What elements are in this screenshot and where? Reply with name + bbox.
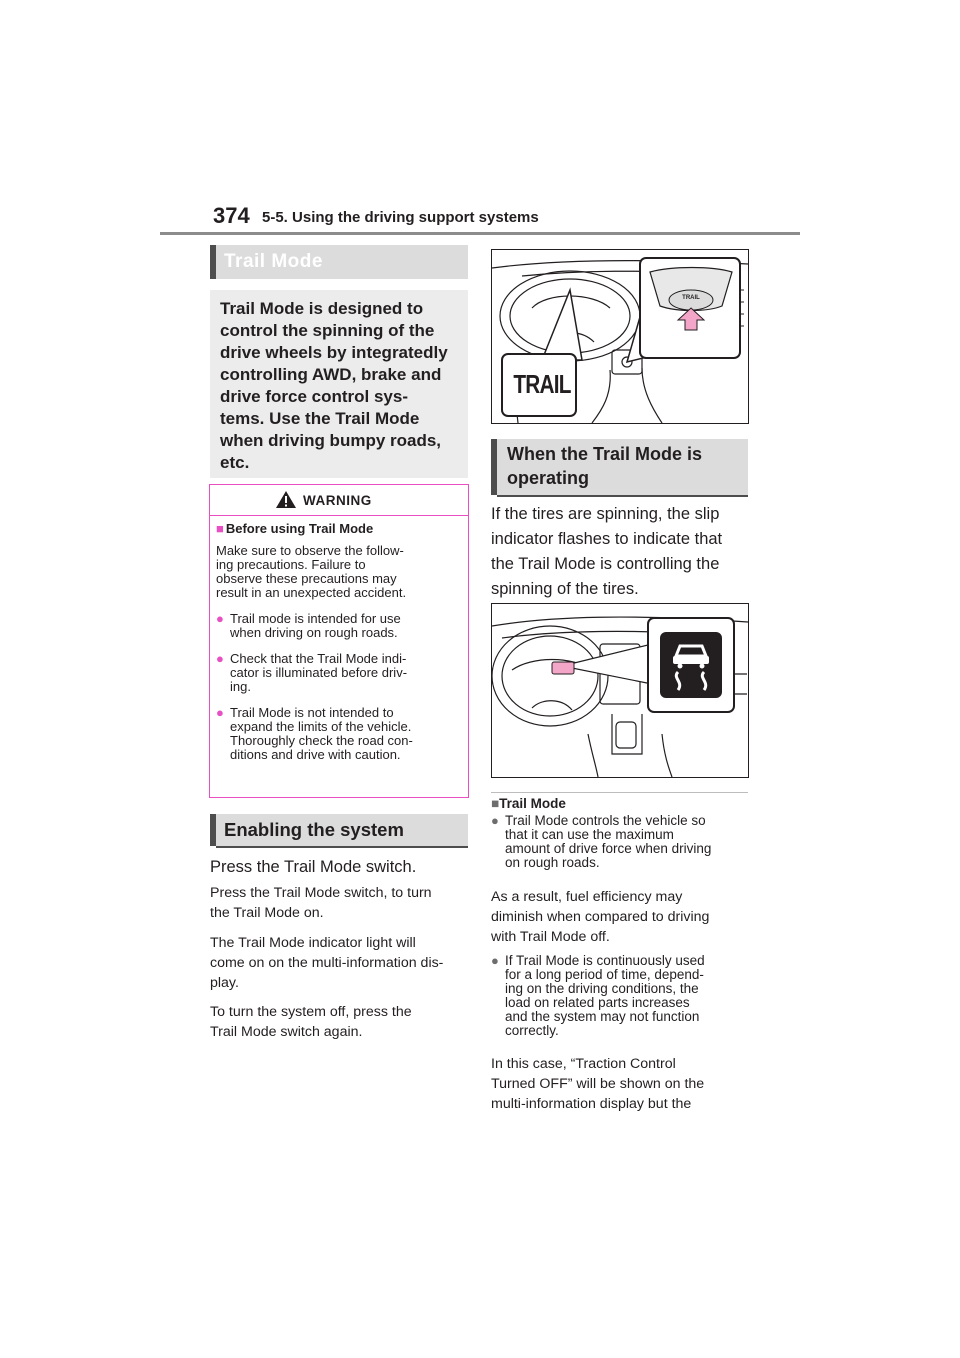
- enabling-paragraph-2: [210, 933, 443, 993]
- enabling-heading: [210, 814, 468, 846]
- text-line: Trail Mode is not intended to: [230, 705, 394, 720]
- text-line: for a long period of time, depend-: [505, 967, 704, 982]
- trail-big-label: TRAIL: [513, 369, 571, 399]
- text-line: come on on the multi-information dis-: [210, 955, 444, 971]
- warning-body: [210, 516, 468, 762]
- notes-bullet-2: [491, 954, 749, 1038]
- warning-triangle-icon: [275, 490, 297, 509]
- operating-paragraph: [491, 502, 722, 602]
- text-line: As a result, fuel efficiency may: [491, 889, 683, 905]
- section-title: 5-5. Using the driving support systems: [262, 209, 539, 226]
- text-line: Turned OFF” will be shown on the: [491, 1076, 705, 1092]
- intro-line: drive wheels by integratedly: [220, 343, 448, 362]
- enabling-paragraph-3: [210, 1002, 412, 1042]
- text-line: load on related parts increases: [505, 995, 690, 1010]
- text-line: If Trail Mode is continuously used: [505, 953, 705, 968]
- text-line: Press the Trail Mode switch, to turn: [210, 885, 432, 901]
- intro-line: control the spinning of the: [220, 321, 435, 340]
- intro-line: etc.: [220, 453, 250, 472]
- text-line: Check that the Trail Mode indi-: [230, 651, 407, 666]
- text-line: expand the limits of the vehicle.: [230, 719, 412, 734]
- warning-label: WARNING: [303, 493, 372, 508]
- slip-indicator-illustration: [491, 603, 749, 778]
- text-line: ing on the driving conditions, the: [505, 981, 699, 996]
- warning-bullet: [216, 612, 462, 640]
- text-line: the Trail Mode on.: [210, 905, 324, 921]
- bullet-dot-icon: ●: [491, 953, 499, 968]
- operating-heading: [491, 439, 748, 495]
- text-line: Thoroughly check the road con-: [230, 733, 413, 748]
- warning-box: [209, 484, 469, 798]
- trail-mode-heading-text: Trail Mode: [224, 251, 323, 272]
- notes-divider: [491, 792, 748, 793]
- page-number: 374: [213, 203, 250, 228]
- notes-paragraph-1: [491, 887, 709, 947]
- bullet-dot-icon: ●: [216, 705, 224, 720]
- text-line: multi-information display but the: [491, 1096, 692, 1112]
- text-line: Trail mode is intended for use: [230, 611, 401, 626]
- text-line: ditions and drive with caution.: [230, 747, 401, 762]
- trail-button-label: TRAIL: [682, 295, 700, 301]
- text-line: cator is illuminated before driv-: [230, 665, 408, 680]
- text-line: Trail Mode controls the vehicle so: [505, 813, 706, 828]
- header-rule: [160, 232, 800, 235]
- notes-bullet: [491, 814, 749, 870]
- text-line: play.: [210, 975, 239, 991]
- notes-paragraph-2: [491, 1054, 704, 1114]
- trail-switch-illustration: [491, 249, 749, 424]
- warning-paragraph: [216, 544, 462, 600]
- text-line: the Trail Mode is controlling the: [491, 555, 720, 573]
- text-line: when driving on rough roads.: [230, 625, 398, 640]
- notes-bullet-1: [491, 814, 749, 870]
- text-line: amount of drive force when driving: [505, 841, 712, 856]
- heading-underline: [216, 846, 468, 848]
- intro-line: Trail Mode is designed to: [220, 299, 424, 318]
- notes-subheading: [491, 796, 566, 811]
- text-line: Make sure to observe the follow-: [216, 543, 404, 558]
- enabling-paragraph-1: [210, 883, 432, 923]
- enabling-step: Press the Trail Mode switch.: [210, 858, 417, 876]
- warning-subheading: [216, 522, 462, 536]
- bullet-dot-icon: ●: [216, 651, 224, 666]
- operating-heading-line: operating: [507, 468, 590, 488]
- text-line: correctly.: [505, 1023, 559, 1038]
- text-line: If the tires are spinning, the slip: [491, 505, 720, 523]
- text-line: ing precautions. Failure to: [216, 557, 366, 572]
- text-line: To turn the system off, press the: [210, 1004, 412, 1020]
- text-line: indicator flashes to indicate that: [491, 530, 723, 548]
- trail-mode-heading: [210, 245, 468, 279]
- heading-underline: [497, 495, 748, 497]
- warning-bullet: [216, 706, 462, 762]
- square-bullet-icon: ■: [216, 521, 224, 536]
- text-line: on rough roads.: [505, 855, 600, 870]
- bullet-dot-icon: ●: [216, 611, 224, 626]
- text-line: diminish when compared to driving: [491, 909, 710, 925]
- text-line: Trail Mode switch again.: [210, 1024, 363, 1040]
- text-line: In this case, “Traction Control: [491, 1056, 676, 1072]
- text-line: The Trail Mode indicator light will: [210, 935, 416, 951]
- text-line: with Trail Mode off.: [491, 929, 610, 945]
- intro-line: controlling AWD, brake and: [220, 365, 442, 384]
- intro-line: tems. Use the Trail Mode: [220, 409, 420, 428]
- notes-bullet: [491, 954, 749, 1038]
- square-bullet-icon: ■: [491, 796, 500, 811]
- intro-line: when driving bumpy roads,: [220, 431, 442, 450]
- warning-bullet: [216, 652, 462, 694]
- intro-box: [210, 290, 468, 478]
- text-line: result in an unexpected accident.: [216, 585, 407, 600]
- dashboard-drawing: [492, 604, 748, 777]
- bullet-dot-icon: ●: [491, 813, 499, 828]
- warning-subheading-text: Before using Trail Mode: [225, 521, 374, 536]
- text-line: and the system may not function: [505, 1009, 700, 1024]
- text-line: spinning of the tires.: [491, 580, 639, 598]
- notes-subheading-text: Trail Mode: [499, 796, 566, 811]
- text-line: observe these precautions may: [216, 571, 397, 586]
- intro-line: drive force control sys-: [220, 387, 409, 406]
- text-line: ing.: [230, 679, 251, 694]
- warning-header: [210, 485, 468, 516]
- enabling-heading-text: Enabling the system: [224, 819, 404, 840]
- operating-heading-line: When the Trail Mode is: [507, 444, 703, 464]
- text-line: that it can use the maximum: [505, 827, 674, 842]
